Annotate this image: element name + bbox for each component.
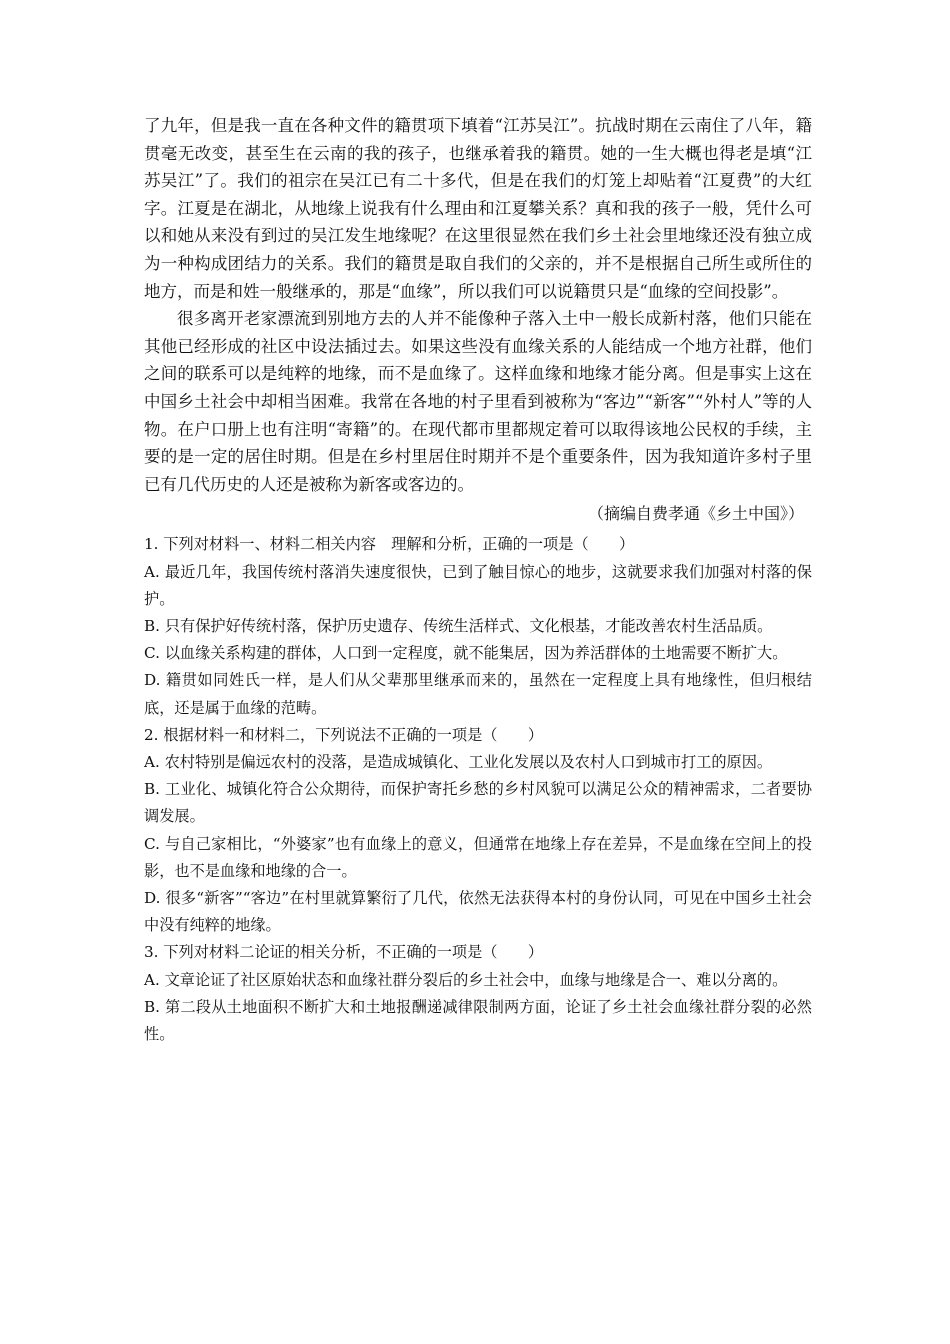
- question-3-stem: 3. 下列对材料二论证的相关分析，不正确的一项是（ ）: [144, 943, 544, 962]
- question-2: [144, 722, 812, 940]
- question-2-option-d: D. 很多“新客”“客边”在村里就算繁衍了几代，依然无法获得本村的身份认同，可见在中国乡土社会中没有纯粹的地缘。: [144, 888, 812, 935]
- question-3: [144, 939, 812, 1048]
- document-page: [144, 112, 812, 1048]
- question-3-option-a: A. 文章论证了社区原始状态和血缘社群分裂后的乡土社会中，血缘与地缘是合一、难以分离的。: [144, 970, 788, 989]
- question-2-option-b: B. 工业化、城镇化符合公众期待，而保护寄托乡愁的乡村风貌可以满足公众的精神需求，二者要协调发展。: [144, 780, 812, 826]
- passage-paragraph-1: 了九年，但是我一直在各种文件的籍贯项下填着“江苏吴江”。抗战时期在云南住了八年，籍贯毫无改变，甚至生在云南的我的孩子，也继承着我的籍贯。她的一生大概也得老是填“江苏吴江”了。我们的祖宗在吴江已有二十多代，但是在我们的灯笼上却贴着“江夏费”的大红字。江夏是在湖北，从地缘上说我有什么理由和江夏攀关系？真和我的孩子一般，凭什么可以和她从来没有到过的吴江发生地缘呢？在这里很显然在我们乡土社会里地缘还没有独立成为一种构成团结力的关系。我们的籍贯是取自我们的父亲的，并不是根据自己所生或所住的地方，而是和姓一般继承的，那是“血缘”，所以我们可以说籍贯只是“血缘的空间投影”。: [144, 116, 812, 301]
- question-2-stem: 2. 根据材料一和材料二，下列说法不正确的一项是（ ）: [144, 725, 544, 744]
- question-1: [144, 531, 812, 721]
- question-1-option-c: C. 以血缘关系构建的群体，人口到一定程度，就不能集居，因为养活群体的土地需要不断扩大。: [144, 644, 788, 663]
- question-1-option-b: B. 只有保护好传统村落，保护历史遗存、传统生活样式、文化根基，才能改善农村生活品质。: [144, 616, 773, 635]
- question-1-stem: 1. 下列对材料一、材料二相关内容 理解和分析，正确的一项是（ ）: [144, 535, 635, 554]
- question-2-option-c: C. 与自己家相比，“外婆家”也有血缘上的意义，但通常在地缘上存在差异，不是血缘在空间上的投影，也不是血缘和地缘的合一。: [144, 834, 812, 880]
- question-1-option-d: D. 籍贯如同姓氏一样，是人们从父辈那里继承而来的，虽然在一定程度上具有地缘性，但归根结底，还是属于血缘的范畴。: [144, 671, 812, 717]
- passage-source: （摘编自费孝通《乡土中国》）: [587, 504, 804, 524]
- question-3-option-b: B. 第二段从土地面积不断扩大和土地报酬递减律限制两方面，论证了乡土社会血缘社群分裂的必然性。: [144, 997, 812, 1043]
- passage-paragraph-2: 很多离开老家漂流到别地方去的人并不能像种子落入土中一般长成新村落，他们只能在其他已经形成的社区中设法插过去。如果这些没有血缘关系的人能结成一个地方社群，他们之间的联系可以是纯粹的地缘，而不是血缘了。这样血缘和地缘才能分离。但是事实上这在中国乡土社会中却相当困难。我常在各地的村子里看到被称为“客边”“新客”“外村人”等的人物。在户口册上也有注明“寄籍”的。在现代都市里都规定着可以取得该地公民权的手续，主要的是一定的居住时期。但是在乡村里居住时期并不是个重要条件，因为我知道许多村子里已有几代历史的人还是被称为新客或客边的。: [144, 309, 812, 494]
- question-1-option-a: A. 最近几年，我国传统村落消失速度很快，已到了触目惊心的地步，这就要求我们加强对村落的保护。: [144, 562, 812, 608]
- question-2-option-a: A. 农村特别是偏远农村的没落，是造成城镇化、工业化发展以及农村人口到城市打工的原因。: [144, 752, 773, 771]
